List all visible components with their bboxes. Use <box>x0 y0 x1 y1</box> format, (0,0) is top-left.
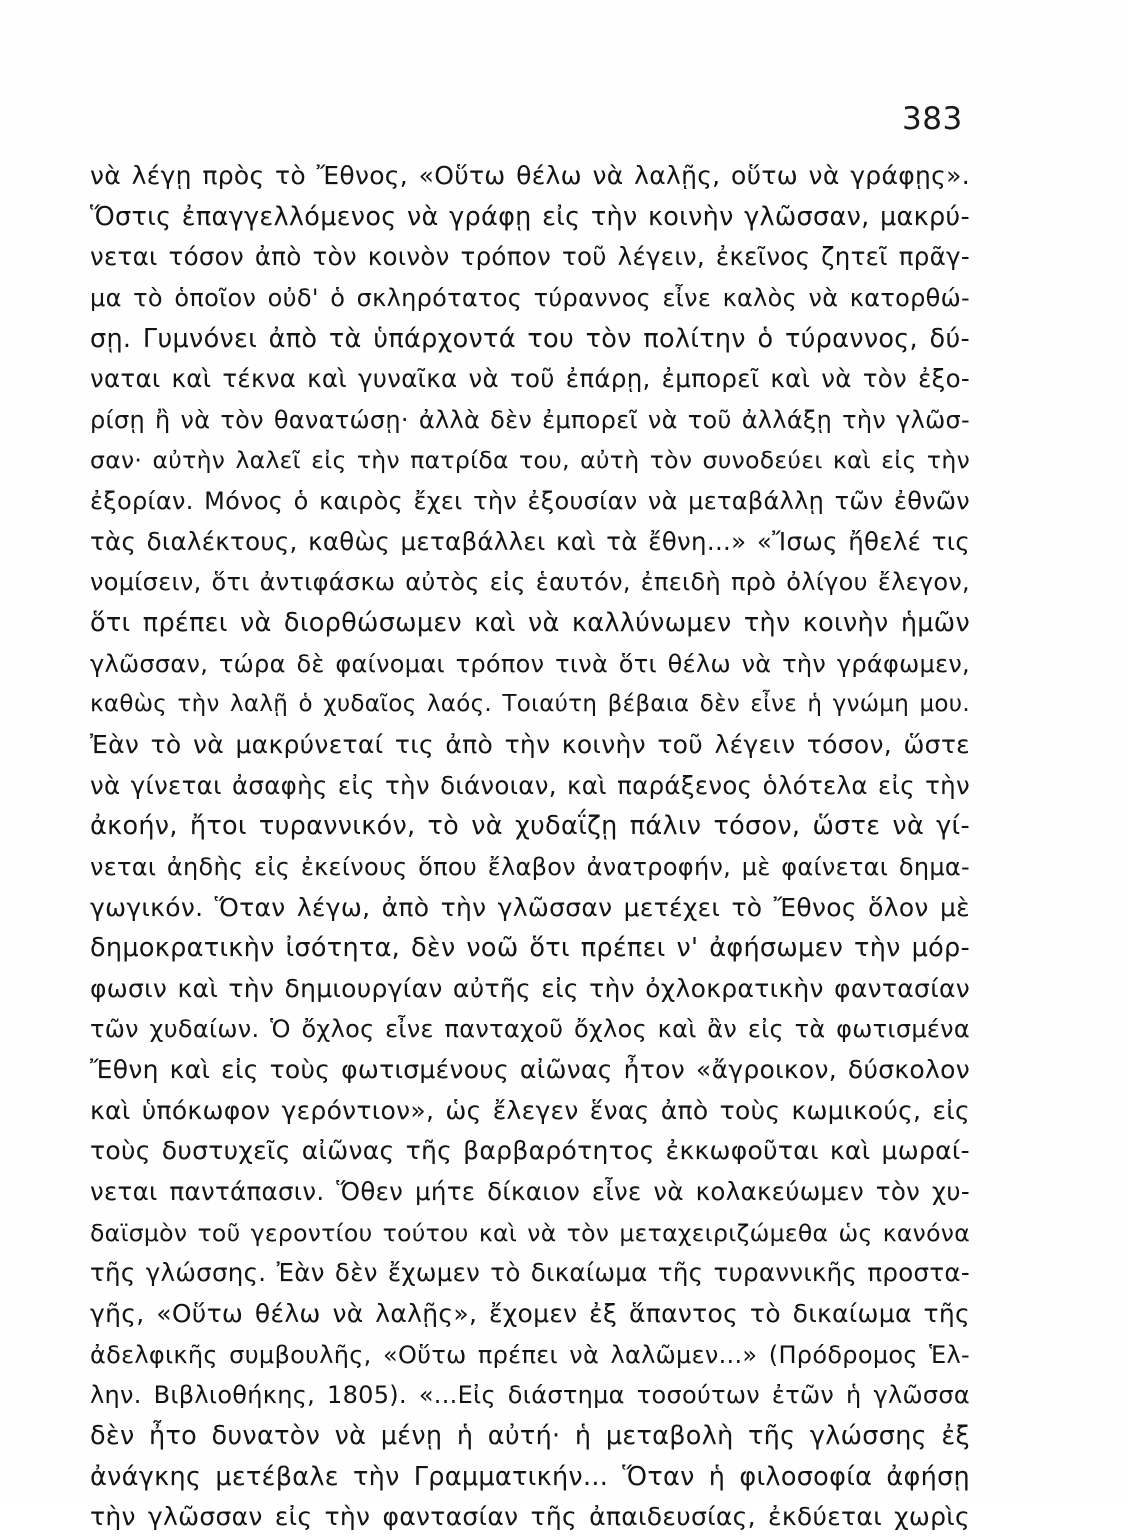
text-line: λην. Βιβλιοθήκης, 1805). «...Εἰς διάστημα τοσούτων ἐτῶν ἡ γλῶσσα <box>90 1381 970 1410</box>
text-line: ἐξορίαν. Μόνος ὁ καιρὸς ἔχει τὴν ἐξουσίαν νὰ μεταβάλλῃ τῶν ἐθνῶν <box>90 487 970 516</box>
text-line: καθὼς τὴν λαλῇ ὁ χυδαῖος λαός. Τοιαύτη βέβαια δὲν εἶνε ἡ γνώμη μου. <box>90 691 970 718</box>
text-line: ἀκοήν, ἤτοι τυραννικόν, τὸ νὰ χυδαΐζῃ πάλιν τόσον, ὥστε νὰ γί- <box>90 811 970 842</box>
text-line: καὶ ὑπόκωφον γερόντιον», ὡς ἔλεγεν ἕνας ἀπὸ τοὺς κωμικούς, εἰς <box>90 1095 970 1125</box>
text-line: δημοκρατικὴν ἰσότητα, δὲν νοῶ ὅτι πρέπει ν' ἀφήσωμεν τὴν μόρ- <box>90 933 970 964</box>
text-line: γῆς, «Οὕτω θέλω νὰ λαλῇς», ἔχομεν ἐξ ἅπαντος τὸ δικαίωμα τῆς <box>90 1298 970 1328</box>
page-number: 383 <box>902 101 963 137</box>
text-line: φωσιν καὶ τὴν δημιουργίαν αὐτῆς εἰς τὴν ὀχλοκρατικὴν φαντασίαν <box>90 973 970 1003</box>
text-line: γλῶσσαν, τώρα δὲ φαίνομαι τρόπον τινὰ ὅτι θέλω νὰ τὴν γράφωμεν, <box>90 649 970 678</box>
text-line: νὰ γίνεται ἀσαφὴς εἰς τὴν διάνοιαν, καὶ παράξενος ὁλότελα εἰς τὴν <box>90 770 970 800</box>
text-line: μα τὸ ὁποῖον οὐδ' ὁ σκληρότατος τύραννος εἶνε καλὸς νὰ κατορθώ- <box>90 283 970 312</box>
text-line: τῶν χυδαίων. Ὁ ὄχλος εἶνε πανταχοῦ ὄχλος καὶ ἂν εἰς τὰ φωτισμένα <box>90 1015 970 1044</box>
text-line: νεται παντάπασιν. Ὅθεν μήτε δίκαιον εἶνε νὰ κολακεύωμεν τὸν χυ- <box>90 1177 970 1207</box>
text-line: ρίσῃ ἢ νὰ τὸν θανατώσῃ· ἀλλὰ δὲν ἐμπορεῖ νὰ τοῦ ἀλλάξῃ τὴν γλῶσ- <box>90 405 970 434</box>
text-line: Ὅστις ἐπαγγελλόμενος νὰ γράφῃ εἰς τὴν κοινὴν γλῶσσαν, μακρύ- <box>90 201 970 232</box>
text-line: τῆς γλώσσης. Ἐὰν δὲν ἔχωμεν τὸ δικαίωμα τῆς τυραννικῆς προστα- <box>90 1258 970 1288</box>
text-line: σῃ. Γυμνόνει ἀπὸ τὰ ὑπάρχοντά του τὸν πολίτην ὁ τύραννος, δύ- <box>90 323 970 354</box>
text-line: γωγικόν. Ὅταν λέγω, ἀπὸ τὴν γλῶσσαν μετέχει τὸ Ἔθνος ὅλον μὲ <box>90 892 970 922</box>
text-line: νεται τόσον ἀπὸ τὸν κοινὸν τρόπον τοῦ λέγειν, ἐκεῖνος ζητεῖ πρᾶγ- <box>90 242 970 272</box>
text-line: τοὺς δυστυχεῖς αἰῶνας τῆς βαρβαρότητος ἐκκωφοῦται καὶ μωραί- <box>90 1136 970 1166</box>
text-line: νομίσειν, ὅτι ἀντιφάσκω αὐτὸς εἰς ἑαυτόν, ἐπειδὴ πρὸ ὀλίγου ἔλεγον, <box>90 568 970 597</box>
text-line: ἀνάγκης μετέβαλε τὴν Γραμματικήν... Ὅταν ἡ φιλοσοφία ἀφήσῃ <box>90 1461 970 1492</box>
text-line: τὰς διαλέκτους, καθὼς μεταβάλλει καὶ τὰ ἔθνη...» «Ἴσως ἤθελέ τις <box>90 526 970 556</box>
text-line: ναται καὶ τέκνα καὶ γυναῖκα νὰ τοῦ ἐπάρῃ, ἐμπορεῖ καὶ νὰ τὸν ἐξο- <box>90 364 970 394</box>
body-text <box>90 156 970 1538</box>
text-line: ὅτι πρέπει νὰ διορθώσωμεν καὶ νὰ καλλύνωμεν τὴν κοινὴν ἡμῶν <box>90 608 970 639</box>
text-line: δὲν ἦτο δυνατὸν νὰ μένῃ ἡ αὐτή· ἡ μεταβολὴ τῆς γλώσσης ἐξ <box>90 1420 970 1451</box>
text-line: Ἐὰν τὸ νὰ μακρύνεταί τις ἀπὸ τὴν κοινὴν τοῦ λέγειν τόσον, ὥστε <box>90 729 970 759</box>
text-line: νεται ἀηδὴς εἰς ἐκείνους ὅπου ἔλαβον ἀνατροφήν, μὲ φαίνεται δημα- <box>90 852 970 881</box>
text-line: νὰ λέγῃ πρὸς τὸ Ἔθνος, «Οὕτω θέλω νὰ λαλῇς, οὕτω νὰ γράφῃς». <box>90 161 970 190</box>
text-line: Ἔθνη καὶ εἰς τοὺς φωτισμένους αἰῶνας ἦτον «ἄγροικον, δύσκολον <box>90 1055 970 1085</box>
text-line: σαν· αὐτὴν λαλεῖ εἰς τὴν πατρίδα του, αὐτὴ τὸν συνοδεύει καὶ εἰς τὴν <box>90 446 970 475</box>
text-line: ἀδελφικῆς συμβουλῆς, «Οὕτω πρέπει νὰ λαλῶμεν...» (Πρόδρομος Ἑλ- <box>90 1340 970 1369</box>
text-line: τὴν γλῶσσαν εἰς τὴν φαντασίαν τῆς ἀπαιδευσίας, ἐκδύεται χωρὶς <box>90 1502 970 1532</box>
text-line: δαϊσμὸν τοῦ γεροντίου τούτου καὶ νὰ τὸν μεταχειριζώμεθα ὡς κανόνα <box>90 1218 970 1247</box>
